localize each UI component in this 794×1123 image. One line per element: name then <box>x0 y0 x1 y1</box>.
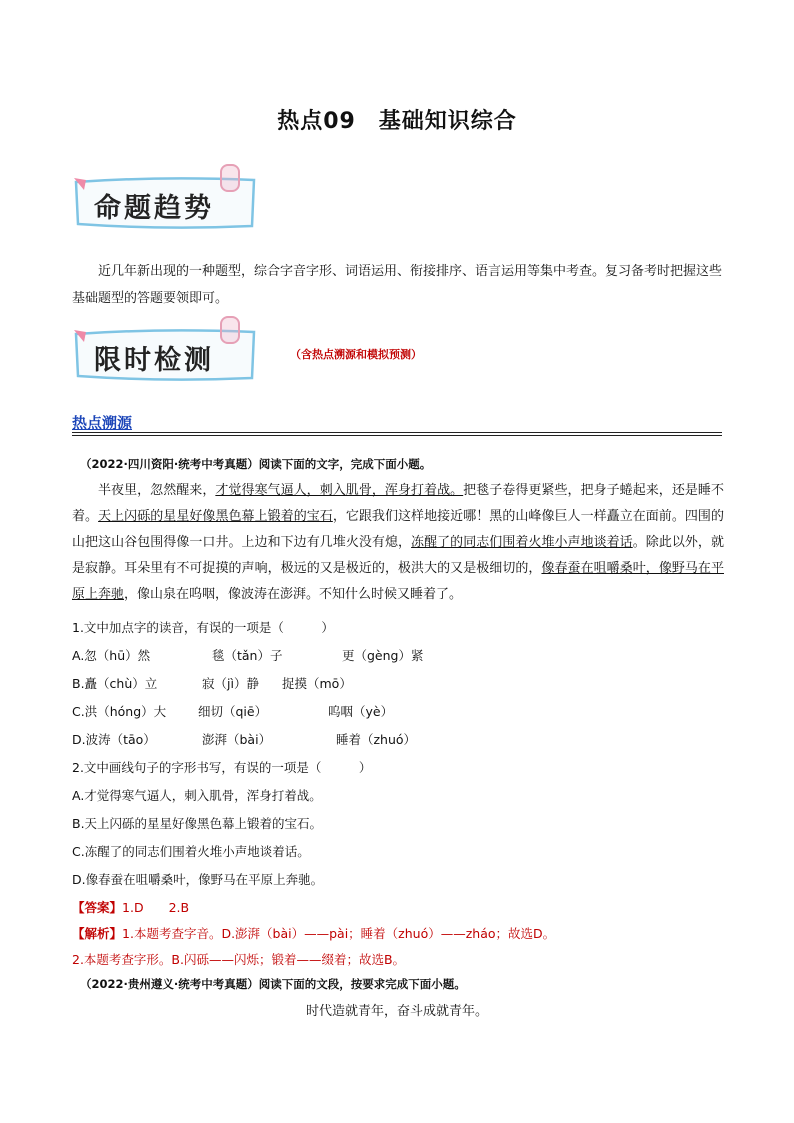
option-item: A.才觉得寒气逼人，刺入肌骨，浑身打着战。 <box>72 788 322 803</box>
option-item: B.天上闪砾的星星好像黑色幕上锻着的宝石。 <box>72 816 323 831</box>
option-item: 更（gèng）紧 <box>342 648 424 663</box>
option-item: C.洪（hóng）大 <box>72 704 167 719</box>
underlined-sentence: 天上闪砾的星星好像黑色幕上锻着的宝石 <box>98 509 333 524</box>
option-row <box>72 702 393 720</box>
question-stem: 1.文中加点字的读音，有误的一项是（ ） <box>72 620 334 635</box>
option-item: 捉摸（mō） <box>282 676 352 691</box>
question-source: （2022·四川资阳·统考中考真题）阅读下面的文字，完成下面小题。 <box>80 457 432 471</box>
passage-text: 把毯子卷得更紧些，把身子蜷起来，还是睡不着。 <box>72 483 724 524</box>
answer-line <box>72 898 189 916</box>
option-item: D.波涛（tāo） <box>72 732 156 747</box>
question-stem: 2.文中画线句子的字形书写，有误的一项是（ ） <box>72 760 372 775</box>
option-row <box>72 730 416 748</box>
answer-tag: 【答案】 <box>72 900 123 915</box>
option-item: 睡着（zhuó） <box>336 732 417 747</box>
option-item: 寂（jì）静 <box>202 676 259 691</box>
option-item: B.矗（chù）立 <box>72 676 158 691</box>
option-row <box>72 674 352 692</box>
analysis-line <box>72 924 555 942</box>
option-item: 毯（tǎn）子 <box>212 648 283 663</box>
answer-text: 1.D 2.B <box>122 900 190 915</box>
passage-text: ，它跟我们这样地接近哪！黑的山峰像巨人一样矗立在面前。四围的山把这山谷包围得像一口井。上边和下边有几堆火没有熄， <box>72 509 724 550</box>
passage-text: ，像山泉在呜咽，像波涛在澎湃。不知什么时候又睡着了。 <box>124 587 463 602</box>
paper-clip-icon <box>220 164 240 192</box>
option-item: D.像春蚕在咀嚼桑叶，像野马在平原上奔驰。 <box>72 872 324 887</box>
passage-text: 。除此以外，就是寂静。耳朵里有不可捉摸的声响，极远的又是极近的，极洪大的又是极细切的， <box>72 535 724 576</box>
trend-banner <box>72 176 258 230</box>
trend-banner-label: 命题趋势 <box>94 193 214 224</box>
underlined-sentence: 才觉得寒气逼人，刺入肌骨，浑身打着战。 <box>215 483 464 498</box>
reading-passage <box>72 478 724 608</box>
analysis-tag: 【解析】 <box>72 926 123 941</box>
divider <box>72 432 722 433</box>
section-heading: 热点溯源 <box>72 414 133 432</box>
banner-note: （含热点溯源和模拟预测） <box>290 348 422 361</box>
question-source: （2022·贵州遵义·统考中考真题）阅读下面的文段，按要求完成下面小题。 <box>80 977 466 991</box>
option-item: 呜咽（yè） <box>328 704 394 719</box>
underlined-sentence: 冻醒了的同志们围着火堆小声地谈着话 <box>411 535 633 550</box>
option-item: C.冻醒了的同志们围着火堆小声地谈着话。 <box>72 844 310 859</box>
analysis-text: 1.本题考查字音。D.澎湃（bài）——pài；睡着（zhuó）——zháo；故选D。 <box>122 926 556 941</box>
timed-test-banner-label: 限时检测 <box>94 345 214 376</box>
passage-text: 半夜里，忽然醒来， <box>98 483 216 498</box>
timed-test-banner <box>72 328 258 382</box>
trend-text: 近几年新出现的一种题型，综合字音字形、词语运用、衔接排序、语言运用等集中考查。复习备考时把握这些基础题型的答题要领即可。 <box>72 264 723 306</box>
option-item: A.忽（hū）然 <box>72 648 151 663</box>
divider <box>72 435 722 436</box>
option-item: 澎湃（bài） <box>202 732 272 747</box>
analysis-text: 2.本题考查字形。B.闪砾——闪烁；锻着——缀着；故选B。 <box>72 952 406 967</box>
page-title: 热点09 基础知识综合 <box>277 109 517 134</box>
passage-title: 时代造就青年，奋斗成就青年。 <box>305 1004 488 1019</box>
option-item: 细切（qiē） <box>198 704 268 719</box>
underlined-sentence: 像春蚕在咀嚼桑叶，像野马在平原上奔驰 <box>72 561 724 602</box>
option-row <box>72 646 423 664</box>
paper-clip-icon <box>220 316 240 344</box>
